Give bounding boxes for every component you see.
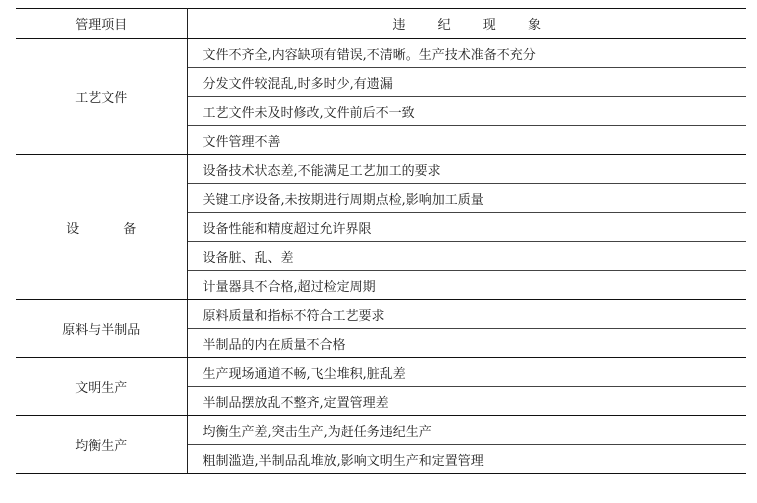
category-materials: 原料与半制品 [16,300,187,358]
violation-item: 文件不齐全,内容缺项有错误,不清晰。生产技术准备不充分 [187,39,746,68]
table-row [16,358,746,387]
table-row [16,300,746,329]
category-equipment-label: 设 备 [66,221,157,237]
violation-item: 计量器具不合格,超过检定周期 [187,271,746,300]
violation-item: 半制品的内在质量不合格 [187,329,746,358]
table-row [16,416,746,445]
table-row [16,155,746,184]
violation-item: 文件管理不善 [187,126,746,155]
violation-item: 设备性能和精度超过允许界限 [187,213,746,242]
header-row [16,9,746,39]
violation-item: 工艺文件未及时修改,文件前后不一致 [187,97,746,126]
header-management-item: 管理项目 [16,9,187,39]
violation-item: 生产现场通道不畅,飞尘堆积,脏乱差 [187,358,746,387]
category-civilized-production: 文明生产 [16,358,187,416]
violation-item: 设备脏、乱、差 [187,242,746,271]
violation-item: 设备技术状态差,不能满足工艺加工的要求 [187,155,746,184]
violation-item: 关键工序设备,未按期进行周期点检,影响加工质量 [187,184,746,213]
category-equipment [16,155,187,300]
violation-item: 分发文件较混乱,时多时少,有遗漏 [187,68,746,97]
violation-item: 粗制滥造,半制品乱堆放,影响文明生产和定置管理 [187,445,746,474]
violation-item: 原料质量和指标不符合工艺要求 [187,300,746,329]
header-violation: 违 纪 现 象 [187,9,746,39]
violation-item: 均衡生产差,突击生产,为赶任务违纪生产 [187,416,746,445]
violation-item: 半制品摆放乱不整齐,定置管理差 [187,387,746,416]
table-row [16,39,746,68]
category-balanced-production: 均衡生产 [16,416,187,474]
category-process-docs: 工艺文件 [16,39,187,155]
violations-table [16,8,746,474]
